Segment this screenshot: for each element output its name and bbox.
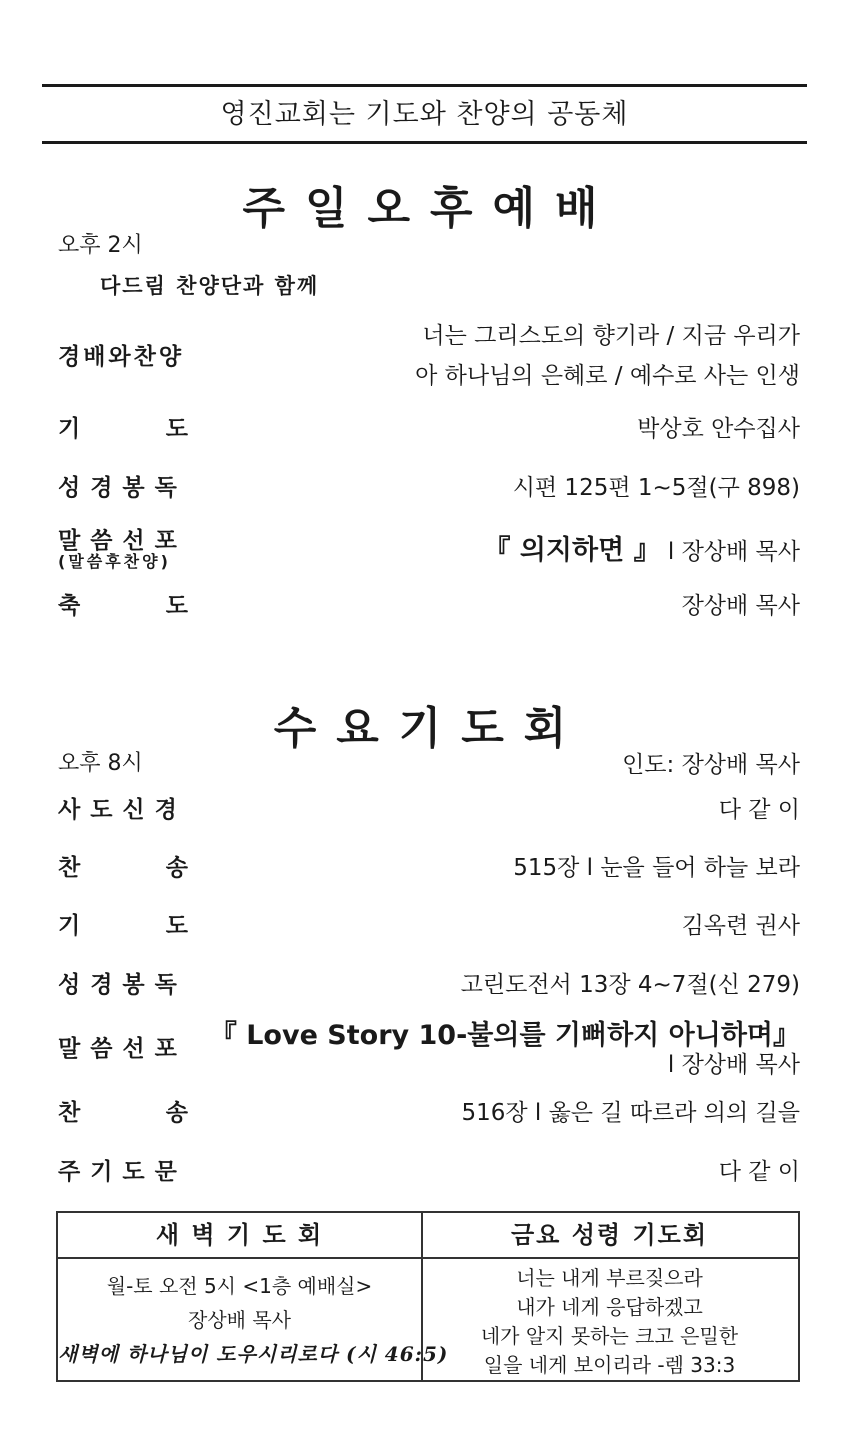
wednesday-prayer-label-char2: 도	[165, 913, 188, 939]
wednesday-sermon-row	[58, 1013, 800, 1079]
afternoon-service-title: 주일오후예배	[242, 183, 618, 234]
hymn1-label	[58, 849, 188, 882]
hymn2-label	[58, 1094, 188, 1127]
wednesday-reading-passage: 고린도전서 13장 4~7절(신 279)	[460, 972, 800, 998]
wednesday-time-row	[58, 746, 800, 776]
friday-verse-line3: 네가 알지 못하는 크고 은밀한	[480, 1324, 739, 1348]
afternoon-prayer-row	[58, 410, 800, 444]
praise-songs-line1: 너는 그리스도의 향기라 / 지금 우리가	[422, 323, 800, 349]
church-banner: 영진교회는 기도와 찬양의 공동체	[220, 99, 629, 130]
wednesday-service-title: 수요기도회	[273, 703, 587, 754]
banner-bottom-rule	[42, 141, 807, 144]
reading-passage: 시편 125편 1~5절(구 898)	[512, 475, 800, 501]
prayer-label-char2: 도	[165, 416, 188, 442]
dawn-prayer-body	[58, 1259, 449, 1371]
lords-prayer-value: 다 같 이	[718, 1159, 800, 1185]
hymn2-value: 516장 l 옳은 길 따르라 의의 길을	[461, 1100, 800, 1126]
wednesday-reading-row	[58, 966, 800, 1000]
hymn1-label-char2: 송	[165, 855, 188, 881]
dawn-prayer-verse: 새벽에 하나님이 도우시리로다 (시 46:5)	[58, 1342, 449, 1366]
prayer-meetings-box	[56, 1211, 800, 1382]
praise-team-note: 다드림 찬양단과 함께	[100, 274, 320, 298]
wednesday-prayer-leader: 김옥련 권사	[681, 913, 800, 939]
prayer-label	[58, 410, 188, 443]
praise-songs-line2: 아 하나님의 은혜로 / 예수로 사는 인생	[415, 363, 800, 389]
afternoon-reading-row	[58, 469, 800, 503]
creed-row	[58, 791, 800, 825]
benediction-label-char2: 도	[165, 593, 188, 619]
praise-row	[58, 315, 800, 395]
sermon-sublabel: (말씀후찬양)	[58, 552, 171, 571]
praise-label: 경배와찬양	[58, 344, 185, 370]
wednesday-sermon-preacher: l 장상배 목사	[667, 1052, 800, 1078]
sermon-label: 말씀선포	[58, 528, 187, 554]
friday-prayer-body	[421, 1259, 798, 1380]
prayer-label-char1: 기	[58, 416, 81, 442]
reading-label: 성경봉독	[58, 475, 187, 501]
friday-verse-line2: 내가 네게 응답하겠고	[516, 1295, 703, 1319]
wednesday-sermon-label: 말씀선포	[58, 1036, 187, 1062]
wednesday-prayer-label	[58, 907, 188, 940]
wednesday-reading-label: 성경봉독	[58, 972, 187, 998]
wednesday-time: 오후 8시	[58, 751, 143, 776]
hymn1-value: 515장 l 눈을 들어 하늘 보라	[513, 855, 800, 881]
afternoon-time: 오후 2시	[58, 233, 143, 258]
dawn-prayer-leader: 장상배 목사	[188, 1308, 291, 1332]
wednesday-leader: 인도: 장상배 목사	[622, 752, 800, 778]
sermon-line	[483, 528, 800, 567]
hymn2-label-char2: 송	[165, 1100, 188, 1126]
top-rule	[42, 84, 807, 87]
creed-label: 사도신경	[58, 797, 187, 823]
friday-prayer-header: 금요 성령 기도회	[421, 1213, 798, 1259]
dawn-prayer-schedule: 월-토 오전 5시 <1층 예배실>	[106, 1274, 373, 1298]
hymn1-label-char1: 찬	[58, 855, 81, 881]
dawn-prayer-column	[58, 1213, 449, 1380]
sermon-title: 『 의지하면 』	[483, 535, 661, 566]
friday-verse-line4: 일을 네게 보이리라 -렘 33:3	[483, 1353, 736, 1377]
hymn1-row	[58, 849, 800, 883]
prayer-leader: 박상호 안수집사	[637, 416, 800, 442]
wednesday-prayer-row	[58, 907, 800, 941]
hymn2-row	[58, 1094, 800, 1128]
sermon-preacher: l 장상배 목사	[667, 539, 800, 565]
lords-prayer-row	[58, 1153, 800, 1187]
friday-verse-line1: 너는 내게 부르짖으라	[516, 1266, 703, 1290]
benediction-minister: 장상배 목사	[681, 593, 800, 619]
benediction-label-char1: 축	[58, 593, 81, 619]
creed-value: 다 같 이	[718, 797, 800, 823]
wednesday-sermon-title: 『 Love Story 10-불의를 기뻐하지 아니하며』	[209, 1020, 800, 1051]
wednesday-prayer-label-char1: 기	[58, 913, 81, 939]
lords-prayer-label: 주기도문	[58, 1159, 187, 1185]
dawn-prayer-header: 새 벽 기 도 회	[58, 1213, 421, 1259]
friday-prayer-column	[421, 1213, 798, 1380]
afternoon-sermon-row	[58, 522, 800, 572]
benediction-label	[58, 587, 188, 620]
benediction-row	[58, 587, 800, 621]
hymn2-label-char1: 찬	[58, 1100, 81, 1126]
